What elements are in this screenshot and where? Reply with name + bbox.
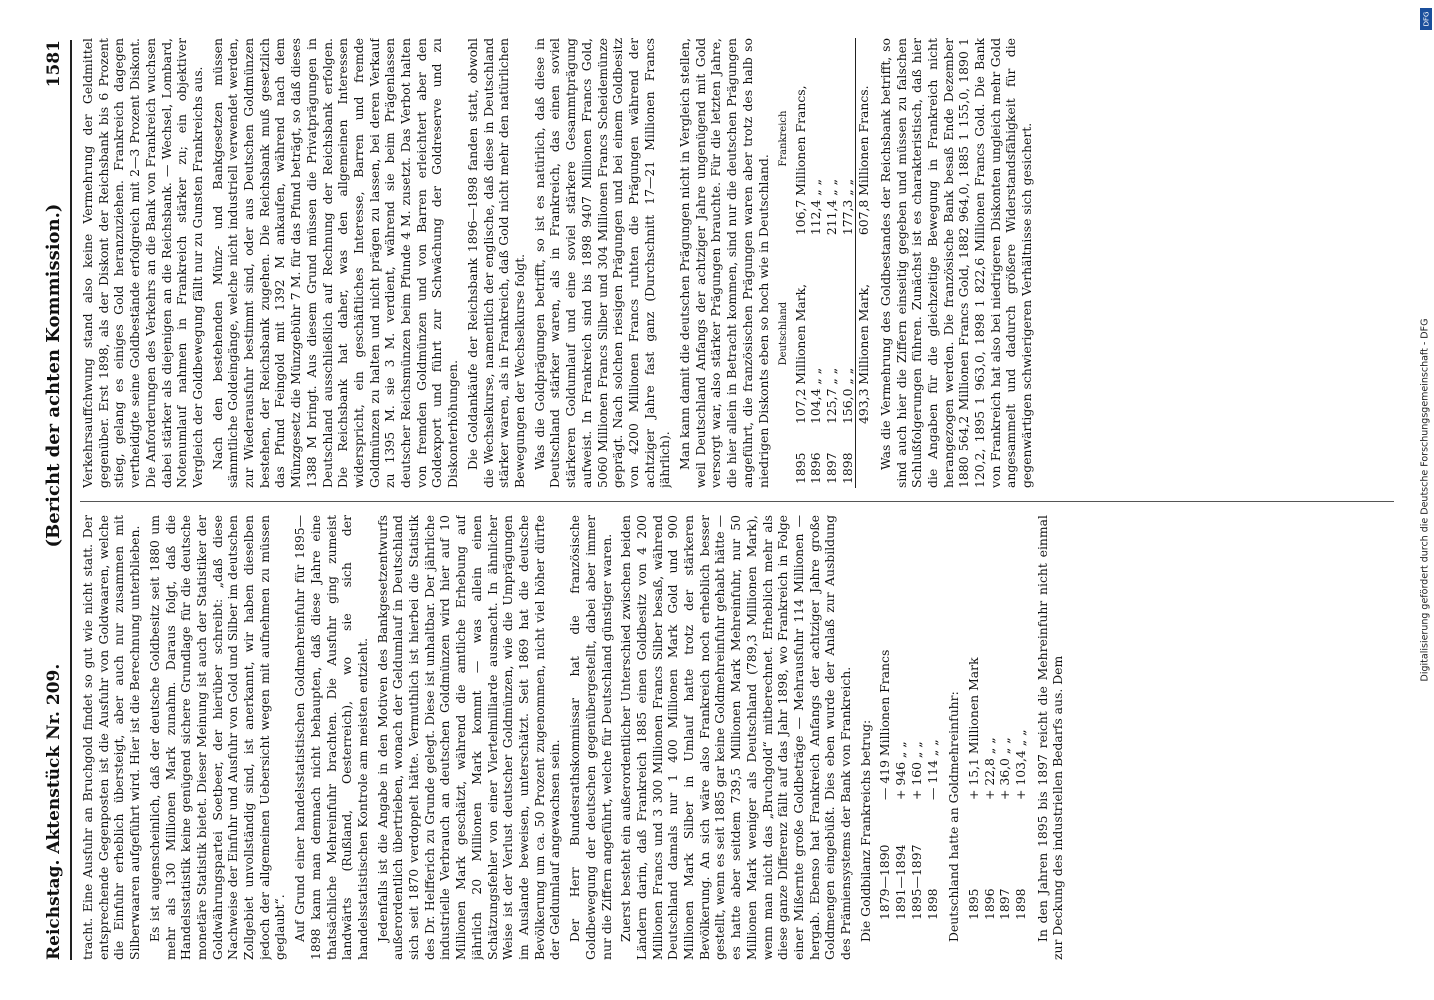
paragraph: Auf Grund einer handelsstatistischen Goldmehreinfuhr für 1895—1898 kann man demnach nicht behaupten, daß diese Jahre eine thatsächliche Mehreinfuhr brachten. Die Ausfuhr ging zumeist landwärts (Rußland, Oesterreich), wo sie sich der handelsstatistischen Kontrole am meisten entzieht. bbox=[292, 515, 370, 960]
right-column bbox=[80, 38, 1394, 488]
paragraph: Was die Vermehrung des Goldbestandes der Reichsbank betrifft, so sind auch hier die Ziffern einseitig gegeben und müssen zu falschen Schlußfolgerungen führen. Zunächst ist es charakteristisch, daß hier die Angaben für die gleichzeitige Bewegung in Frankreich nicht herangezogen werden. Die französische Bank besaß Ende Dezember 1880 564,2 Millionen Francs Gold, 1882 964,0, 1885 1 155,0, 1890 1 120,2, 1895 1 963,0, 1898 1 822,6 Millionen Francs Gold. Die Bank von Frankreich hat also bei niedrigeren Diskonten ungleich mehr Gold angesammelt und dadurch größere Widerstandsfähigkeit für die gegenwärtigen schwierigeren Verhältnisse sich gesichert. bbox=[877, 38, 1035, 488]
paragraph: Zuerst besteht ein außerordentlicher Unterschied zwischen beiden Ländern darin, daß Frankreich 1885 einen Goldbesitz von 4 200 Millionen Francs und 3 300 Millionen Francs Silber besaß, während Deutschland damals nur 1 400 Millionen Mark Gold und 900 Millionen Mark Silber in Umlauf hatte trotz der stärkeren Bevölkerung. An sich wäre also Frankreich noch erheblich besser gestellt, wenn es seit 1885 gar keine Goldmehreinfuhr gehabt hätte — es hatte aber seitdem 739,5 Millionen Mark Mehreinfuhr, nur 50 Millionen Mark weniger als Deutschland (789,3 Millionen Mark), wenn man nicht das „Bruchgold“ mitberechnet. Erheblich mehr als diese ganze Differenz fällt auf das Jahr 1898, wo Frankreich in Folge einer Mißernte große Goldbeträge — Mehrausfuhr 114 Millionen — hergab. Ebenso hat Frankreich Anfangs der achtziger Jahre große Goldmengen eingebüßt. Dies eben wurde der Anlaß zur Ausbildung des Prämiensystems der Bank von Frankreich. bbox=[618, 515, 854, 960]
paragraph: Jedenfalls ist die Angabe in den Motiven des Bankgesetzentwurfs außerordentlich übertrieben, wonach der Geldumlauf in Deutschland sich seit 1870 verdoppelt hätte. Vermuthlich ist hierbei die Statistik des Dr. Helfferich zu Grunde gelegt. Diese ist unhaltbar. Der jährliche industrielle Verbrauch an deutschen Goldmünzen wird hier auf 10 Millionen Mark geschätzt, während die amtliche Erhebung auf jährlich 20 Millionen Mark kommt — was allein einen Schätzungsfehler von einer Viertelmilliarde ausmacht. In ähnlicher Weise ist der Verlust deutscher Goldmünzen, wie die Umprägungen im Auslande beweisen, unterschätzt. Seit 1869 hat die deutsche Bevölkerung um ca. 50 Prozent zugenommen, nicht viel höher dürfte der Geldumlauf angewachsen sein. bbox=[374, 515, 563, 960]
left-column bbox=[80, 515, 1394, 960]
column-divider bbox=[80, 501, 1394, 502]
list-item: 1897 + 36,0 „ „ bbox=[997, 737, 1013, 920]
table-header bbox=[775, 38, 793, 488]
dfg-logo: DFG bbox=[1420, 8, 1432, 30]
fr-bilanz-list bbox=[877, 515, 940, 960]
table-row: 1897 125,7 „ „ 211,4 „ „ bbox=[824, 178, 840, 484]
table-row: 1895 107,2 Millionen Mark, 106,7 Millionen Francs, bbox=[792, 85, 808, 484]
list-item: 1898 — 114 „ „ bbox=[924, 739, 940, 920]
paragraph: Nach den bestehenden Münz- und Bankgesetzen müssen sämmtliche Goldeingänge, welche nicht industriell verwendet werden, zur Wiederausfuhr bestimmt sind, oder aus Deutschen Goldmünzen bestehen, der Reichsbank zugehen. Die Reichsbank muß gesetzlich das Pfund Feingold mit 1392 M ankaufen, während nach dem Münzgesetz die Münzgebühr 7 M. für das Pfund beträgt, so daß dieses 1388 M bringt. Aus diesem Grund müssen die Privatprägungen in Deutschland ausschließlich auf Rechnung der Reichsbank erfolgen. Die Reichsbank hat daher, was den allgemeinen Interessen widerspricht, ein geschäftliches Interesse, Barren und fremde Goldmünzen zu halten und nicht prägen zu lassen, bei deren Verkauf zu 1395 M. sie 3 M. verdient, während sie beim Prägenlassen deutscher Reichsmünzen beim Pfunde 4 M. zusetzt. Das Verbot halten von fremden Goldmünzen und von Barren erleichtert aber den Goldexport und führt zur Schwächung der Goldreserve und zu Diskonterhöhungen. bbox=[209, 38, 461, 488]
paragraph: Man kann damit die deutschen Prägungen nicht in Vergleich stellen, weil Deutschland Anfangs der achtziger Jahre ungenügend mit Gold versorgt war, also stärker Prägungen brauchte. Für die letzten Jahre, die hier allein in Betracht kommen, sind nur die deutschen Prägungen angeführt, die französischen Prägungen waren aber trotz des halb so niedrigen Diskonts eben so hoch wie in Deutschland. bbox=[677, 38, 771, 488]
column-header: Frankreich bbox=[778, 110, 790, 167]
paragraph: Der Herr Bundesrathskommissar hat die französische Goldbewegung der deutschen gegenübergestellt, dabei aber immer nur die Ziffern angeführt, welche für Deutschland günstiger waren. bbox=[567, 515, 614, 960]
list-item: 1891—1894 + 946 „ „ bbox=[893, 741, 909, 920]
paragraph: Deutschland hatte an Goldmehreinfuhr: bbox=[946, 691, 962, 942]
header-left: Reichstag. Aktenstück Nr. 209. bbox=[44, 663, 64, 960]
paragraph: Die Goldankäufe der Reichsbank 1896—1898 fanden statt, obwohl die Wechselkurse, namentlich der englische, daß diese in Deutschland stärker waren, als in Frankreich, daß Gold nicht mehr den natürlichen Bewegungen der Wechselkurse folgt. bbox=[464, 38, 527, 488]
paragraph: Verkehrsauffchwung stand also keine Vermehrung der Geldmittel gegenüber. Erst 1898, als der Diskont der Reichsbank bis 6 Prozent stieg, gelang es einiges Gold heranzuziehen. Frankreich dagegen vertheidigte seine Goldbestände erfolgreich mit 2—3 Prozent Diskont. Die Anforderungen des Verkehrs an die Bank von Frankreich wuchsen dabei stärker als diejenigen an die Reichsbank. — Wechsel, Lombard, Notenumlauf nahmen in Frankreich stärker zu; ein objektiver Vergleich der Goldbewegung fällt nur zu Gunsten Frankreichs aus. bbox=[80, 38, 205, 488]
header-center: (Bericht der achten Kommission.) bbox=[43, 203, 64, 548]
table-row: 1898 156,0 „ „ 177,3 „ „ bbox=[839, 178, 855, 484]
paragraph: Was die Goldprägungen betrifft, so ist es natürlich, daß diese in Deutschland stärker waren, als in Frankreich, das einen soviel stärkeren Goldumlauf und eine soviel stärkere Gesammtprägung aufweist. In Frankreich sind bis 1898 9407 Millionen Francs Gold, 5060 Millionen Francs Silber und 304 Millionen Francs Scheidemünze geprägt. Nach solchen riesigen Prägungen und bei einem Goldbesitz von 4200 Millionen Francs ruhten die Prägungen während der achtziger Jahre fast ganz (Durchschnitt 17—21 Millionen Francs jährlich). bbox=[531, 38, 673, 488]
table-row: 1896 104,4 „ „ 112,4 „ „ bbox=[808, 178, 824, 484]
page-number: 1581 bbox=[44, 40, 64, 88]
paragraph: In den Jahren 1895 bis 1897 reicht die Mehreinfuhr nicht einmal zur Deckung des industriellen Bedarfs aus. Dem bbox=[1034, 515, 1066, 960]
column-header: Deutschland bbox=[778, 301, 790, 366]
list-item: 1879—1890 — 419 Millionen Francs bbox=[877, 649, 893, 920]
header-rule bbox=[70, 40, 72, 960]
praegungen-table bbox=[775, 38, 872, 488]
paragraph: Es ist augenscheinlich, daß der deutsche Goldbesitz seit 1880 um mehr als 130 Millionen Mark zunahm. Daraus folgt, daß die Handelsstatistik keine genügend sichere Grundlage für die deutsche monetäre Statistik bietet. Dieser Meinung ist auch der Statistiker der Goldwährungspartei Soetbeer, der hierüber schreibt: „daß diese Nachweise der Einfuhr und Ausfuhr von Gold und Silber im deutschen Zollgebiet unvollständig sind, ist anerkannt, wir haben dieselben jedoch der allgemeinen Uebersicht wegen mit aufnehmen zu müssen geglaubt“. bbox=[146, 515, 288, 960]
page-header bbox=[34, 40, 64, 960]
dfg-side-note: Digitalisierung gefördert durch die Deutsche Forschungsgemeinschaft - DFG bbox=[1419, 318, 1431, 682]
list-item: 1895—1897 + 160 „ „ bbox=[908, 741, 924, 920]
table-sum-row: 493,3 Millionen Mark, 607,8 Millionen Francs. bbox=[856, 38, 872, 488]
de-einfuhr-list bbox=[966, 515, 1029, 960]
paragraph: tracht. Eine Ausfuhr an Bruchgold findet so gut wie nicht statt. Der entsprechende Gegenposten ist die Ausfuhr von Goldwaaren, welche die Einfuhr erheblich übersteigt, aber auch nur zusammen mit Silberwaaren aufgeführt wird. Hier ist die Berechnung unterblieben. bbox=[80, 515, 143, 960]
list-item: 1896 + 22,8 „ „ bbox=[981, 737, 997, 920]
paragraph: Die Goldbilanz Frankreichs betrug: bbox=[857, 719, 873, 942]
list-item: 1898 + 103,4 „ „ bbox=[1013, 729, 1029, 920]
list-item: 1895 + 15,1 Millionen Mark bbox=[965, 657, 981, 920]
